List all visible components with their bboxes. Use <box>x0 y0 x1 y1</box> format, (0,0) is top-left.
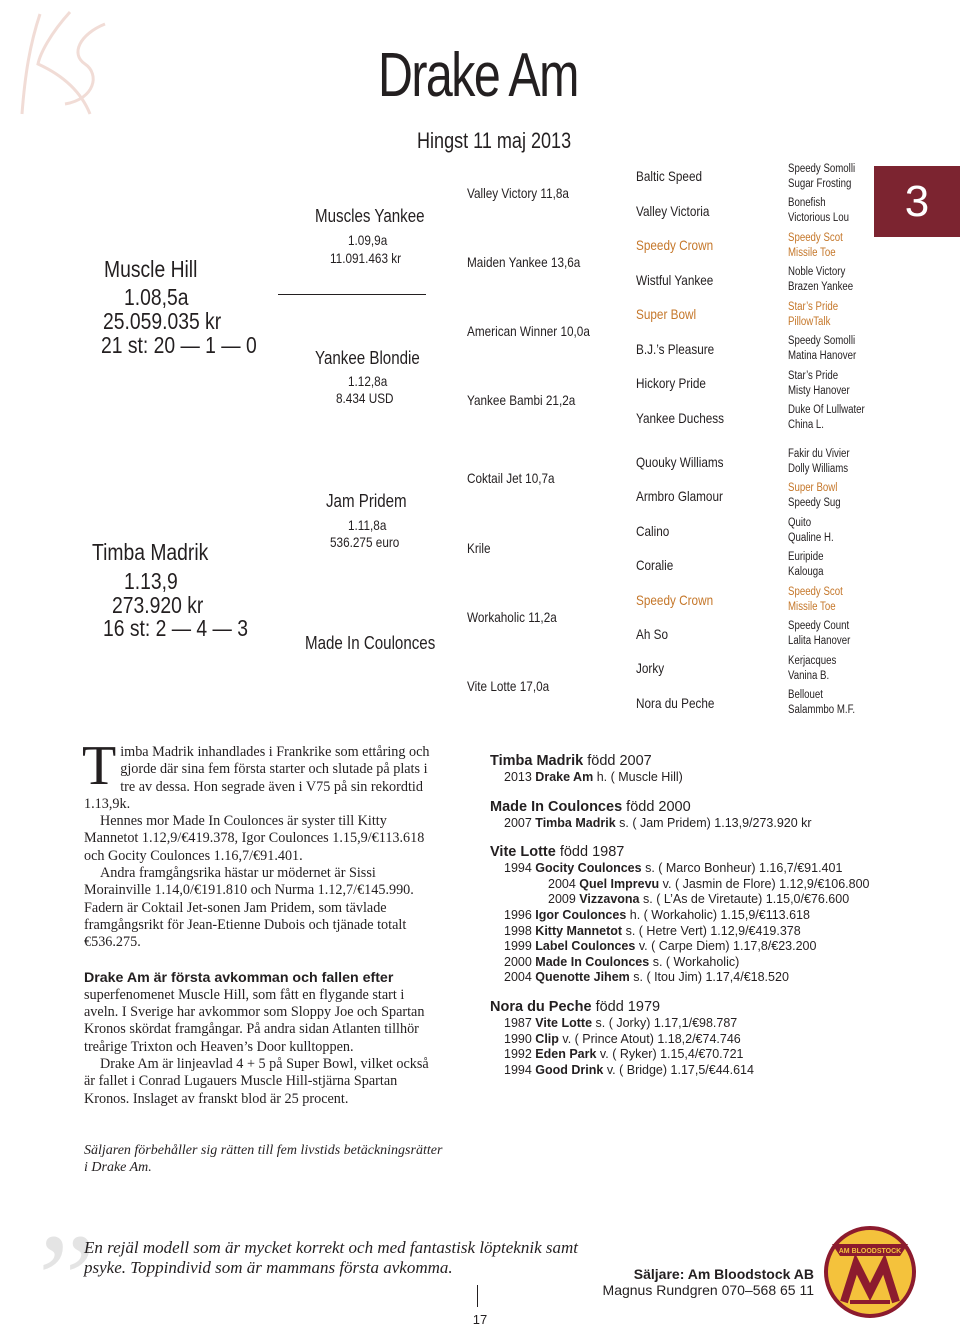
offspring-row <box>490 770 910 786</box>
seller-info <box>588 1266 814 1298</box>
offspring-year: 1996 <box>504 907 532 922</box>
dam-gen4-item: Coralie <box>636 557 674 573</box>
offspring-year: 2000 <box>504 954 532 969</box>
offspring-year: 1992 <box>504 1047 532 1062</box>
offspring-name: Quel Imprevu <box>579 876 660 891</box>
sire-gen5-item: Missile Toe <box>788 247 836 259</box>
family-heading <box>490 843 910 861</box>
offspring-year: 2004 <box>504 970 532 985</box>
offspring-row <box>490 816 910 832</box>
family-heading <box>490 798 910 816</box>
offspring-year: 2007 <box>504 815 532 830</box>
offspring-details: h. ( Workaholic) 1.15,9/€113.618 <box>629 907 810 922</box>
article-paragraph: Andra framgångsrika hästar ur mödernet är Sissi Morainville 1.14,0/€191.810 och Nurma 1.12,7/€145.990. <box>84 865 414 899</box>
offspring-row <box>490 970 910 986</box>
dam-gen4-item: Ah So <box>636 626 669 642</box>
offspring-year: 2004 <box>548 876 576 891</box>
monogram-watermark <box>10 4 120 124</box>
article-paragraph: Drake Am är linjeavlad 4 + 5 på Super Bowl, vilket också är fallet i Conrad Lugauers Muscle Hill-stjärna Spartan Kronos. Inslaget av franskt blod är 25 procent. <box>84 1056 429 1107</box>
family-mare-name: Nora du Peche <box>490 998 592 1015</box>
seller-contact: Magnus Rundgren 070–568 65 11 <box>602 1282 814 1298</box>
sire-sire-name: Muscles Yankee <box>315 206 425 226</box>
offspring-details: s. ( Itou Jim) 1.17,4/€18.520 <box>633 970 789 985</box>
dam-gen5-item: Qualine H. <box>788 532 834 544</box>
dam-gen3-item: Coktail Jet 10,7a <box>467 470 555 486</box>
sire-sire-record: 1.09,9a <box>348 232 388 248</box>
sire-gen5-item: Star’s Pride <box>788 301 839 313</box>
offspring-name: Label Coulonces <box>535 939 636 954</box>
offspring-row <box>490 892 910 908</box>
sire-gen5-item: Misty Hanover <box>788 385 850 397</box>
family-mare-born: född 1979 <box>595 998 661 1015</box>
article-paragraph: Hennes mor Made In Coulonces är syster till Kitty Mannetot 1.12,9/€419.378, Igor Coulonces 1.15,9/€113.618 och Gocity Coulonces 1.16,7/€91.401. <box>84 813 425 864</box>
sire-gen3-item: American Winner 10,0a <box>467 323 590 339</box>
offspring-row <box>490 955 910 971</box>
dam-gen4-item: Armbro Glamour <box>636 488 723 504</box>
article-paragraph <box>82 735 434 813</box>
offspring-year: 1994 <box>504 861 532 876</box>
sire-gen5-item: China L. <box>788 419 824 431</box>
article-paragraph <box>84 970 434 1056</box>
offspring-year: 1987 <box>504 1015 532 1030</box>
family-mare-born: född 2000 <box>626 798 691 815</box>
dam-gen3-item: Workaholic 11,2a <box>467 609 557 625</box>
dam-gen5-item: Kalouga <box>788 566 824 578</box>
offspring-year: 1998 <box>504 923 532 938</box>
dam-gen4-item: Jorky <box>636 660 665 676</box>
sire-dam-name: Yankee Blondie <box>315 348 420 368</box>
dam-gen5-item: Speedy Sug <box>788 497 841 509</box>
dam-gen4-item: Calino <box>636 523 670 539</box>
sire-gen5-item: Duke Of Lullwater <box>788 404 865 416</box>
dam-gen5-item: Speedy Scot <box>788 586 843 598</box>
offspring-details: v. ( Prince Atout) 1.18,2/€74.746 <box>562 1031 741 1046</box>
dam-gen4-item: Quouky Williams <box>636 454 724 470</box>
dam-gen5-item: Vanina B. <box>788 670 830 682</box>
dam-dam-name: Made In Coulonces <box>305 633 436 653</box>
family-mare-name: Timba Madrik <box>490 753 584 769</box>
sire-sire-earnings: 11.091.463 kr <box>330 250 402 266</box>
dam-gen5-item: Fakir du Vivier <box>788 448 850 460</box>
offspring-row <box>490 1047 910 1063</box>
sire-starts: 21 st: 20 — 1 — 0 <box>101 332 257 358</box>
sire-gen5-item: Star’s Pride <box>788 370 839 382</box>
offspring-name: Clip <box>535 1031 559 1046</box>
offspring-name: Made In Coulonces <box>535 954 650 969</box>
offspring-row <box>490 1016 910 1032</box>
offspring-name: Kitty Mannetot <box>535 923 623 938</box>
offspring-name: Vite Lotte <box>535 1015 593 1030</box>
offspring-name: Igor Coulonces <box>535 907 627 922</box>
offspring-details: s. ( Workaholic) <box>652 954 740 969</box>
offspring-row <box>490 1063 910 1079</box>
offspring-row <box>490 877 910 893</box>
sire-gen5-item: Speedy Scot <box>788 232 843 244</box>
offspring-details: v. ( Ryker) 1.15,4/€70.721 <box>599 1047 744 1062</box>
offspring-name: Gocity Coulonces <box>535 861 642 876</box>
seller-label: Säljare: Am Bloodstock AB <box>633 1266 814 1282</box>
dam-earnings: 273.920 kr <box>112 592 204 618</box>
footnote: Säljaren förbehåller sig rätten till fem livstids betäckningsrätter i Drake Am. <box>84 1143 443 1175</box>
dam-gen5-item: Super Bowl <box>788 482 838 494</box>
offspring-row <box>490 1032 910 1048</box>
dam-gen3-item: Vite Lotte 17,0a <box>467 678 550 694</box>
sire-gen5-item: Bonefish <box>788 197 826 209</box>
dam-gen4-item: Nora du Peche <box>636 695 715 711</box>
article-body <box>82 735 434 1108</box>
offspring-year: 1999 <box>504 939 532 954</box>
family-mare-name: Vite Lotte <box>490 844 556 861</box>
family-list <box>490 752 910 1078</box>
horse-title: Drake Am <box>378 41 578 110</box>
dam-gen5-item: Lalita Hanover <box>788 635 851 647</box>
page-number: 17 <box>472 1312 488 1327</box>
offspring-year: 1990 <box>504 1031 532 1046</box>
horse-subtitle: Hingst 11 maj 2013 <box>417 128 572 153</box>
article-text: imba Madrik inhandlades i Frankrike som ettåring och gjorde där sina fem första starter och slutade på plats i tre av dessa. Hon segrade även i V75 på sin rekordtid 1.13,9k. <box>84 744 430 812</box>
sire-gen5-item: Brazen Yankee <box>788 281 854 293</box>
dam-record: 1.13,9 <box>124 568 178 594</box>
sire-gen4-item: B.J.’s Pleasure <box>636 341 715 357</box>
article-paragraph: Fadern är Coktail Jet-sonen Jam Pridem, som tävlade framgångsrikt för Jean-Etienne Dubois och tjänade totalt €536.275. <box>84 899 407 951</box>
offspring-year: 1994 <box>504 1062 532 1077</box>
article-bold-lead: Drake Am är första avkomman och fallen efter <box>84 969 394 986</box>
family-heading <box>490 752 910 770</box>
dam-gen5-item: Bellouet <box>788 689 823 701</box>
dropcap-letter: T <box>82 735 117 797</box>
dam-sire-name: Jam Pridem <box>326 491 407 511</box>
offspring-name: Good Drink <box>535 1062 604 1077</box>
offspring-year: 2009 <box>548 892 576 907</box>
sire-dam-record: 1.12,8a <box>348 373 388 389</box>
family-mare-name: Made In Coulonces <box>490 798 623 815</box>
sire-gen5-item: Noble Victory <box>788 266 846 278</box>
dam-gen5-item: Euripide <box>788 551 824 563</box>
offspring-name: Quenotte Jihem <box>535 970 630 985</box>
lot-number-tab: 3 <box>874 166 960 237</box>
offspring-row <box>490 908 910 924</box>
sire-gen4-item: Speedy Crown <box>636 237 714 253</box>
family-mare-born: född 1987 <box>559 844 625 861</box>
offspring-details: v. ( Jasmin de Flore) 1.12,9/€106.800 <box>662 876 870 891</box>
family-mare-born: född 2007 <box>587 753 652 769</box>
sire-gen5-item: Sugar Frosting <box>788 178 852 190</box>
offspring-details: h. ( Muscle Hill) <box>596 770 683 784</box>
sire-gen4-item: Super Bowl <box>636 306 697 322</box>
offspring-details: v. ( Bridge) 1.17,5/€44.614 <box>606 1062 754 1077</box>
offspring-name: Eden Park <box>535 1047 597 1062</box>
offspring-name: Vizzavona <box>579 892 640 907</box>
offspring-year: 2013 <box>504 770 532 784</box>
dam-gen4-item: Speedy Crown <box>636 592 714 608</box>
sire-gen4-item: Hickory Pride <box>636 375 706 391</box>
sire-record: 1.08,5a <box>124 284 189 310</box>
sire-gen3-item: Valley Victory 11,8a <box>467 185 569 201</box>
am-bloodstock-logo <box>820 1222 920 1320</box>
offspring-row <box>490 924 910 940</box>
sire-gen5-item: Speedy Somolli <box>788 335 856 347</box>
offspring-row <box>490 861 910 877</box>
sire-gen5-item: PillowTalk <box>788 316 831 328</box>
sire-gen4-item: Baltic Speed <box>636 168 703 184</box>
offspring-details: s. ( L’As de Viretaute) 1.15,0/€76.600 <box>643 892 850 907</box>
dam-gen5-item: Kerjacques <box>788 655 837 667</box>
sire-dam-earnings: 8.434 USD <box>336 390 394 406</box>
sire-gen3-item: Yankee Bambi 21,2a <box>467 392 576 408</box>
dam-gen5-item: Quito <box>788 517 812 529</box>
sire-gen4-item: Yankee Duchess <box>636 410 725 426</box>
sire-gen5-item: Speedy Somolli <box>788 163 856 175</box>
offspring-name: Timba Madrik <box>535 815 616 830</box>
offspring-details: s. ( Jam Pridem) 1.13,9/273.920 kr <box>619 815 812 830</box>
sire-gen5-item: Matina Hanover <box>788 350 857 362</box>
dam-gen5-item: Speedy Count <box>788 620 850 632</box>
dam-gen3-item: Krile <box>467 540 491 556</box>
dam-sire-record: 1.11,8a <box>348 517 387 533</box>
offspring-details: s. ( Marco Bonheur) 1.16,7/€91.401 <box>645 861 843 876</box>
dam-gen5-item: Dolly Williams <box>788 463 849 475</box>
sire-gen5-item: Victorious Lou <box>788 212 850 224</box>
dam-starts: 16 st: 2 — 4 — 3 <box>103 615 248 641</box>
offspring-row <box>490 939 910 955</box>
dam-sire-earnings: 536.275 euro <box>330 534 400 550</box>
offspring-details: s. ( Jorky) 1.17,1/€98.787 <box>595 1015 738 1030</box>
sire-gen4-item: Valley Victoria <box>636 203 710 219</box>
offspring-details: s. ( Hetre Vert) 1.12,9/€419.378 <box>625 923 801 938</box>
family-heading <box>490 998 910 1016</box>
article-text: superfenomenet Muscle Hill, som fått en flygande start i aveln. I Sverige har avkommor som Sloppy Joe och Spartan Kronos skördat framgångar. På andra sidan Atlanten tillhör treårige Trixton och Heaven’s Door kulltoppen. <box>84 986 425 1055</box>
dam-gen5-item: Missile Toe <box>788 601 836 613</box>
offspring-name: Drake Am <box>535 770 594 784</box>
sire-gen3-item: Maiden Yankee 13,6a <box>467 254 581 270</box>
divider-line <box>477 1285 478 1307</box>
sire-earnings: 25.059.035 kr <box>103 308 222 334</box>
sire-name: Muscle Hill <box>104 256 198 282</box>
dam-gen5-item: Salammbo M.F. <box>788 704 856 716</box>
dam-name: Timba Madrik <box>92 539 209 565</box>
logo-text: AM BLOODSTOCK <box>838 1248 902 1255</box>
pull-quote: En rejäl modell som är mycket korrekt och med fantastisk löpteknik samt psyke. Toppindivid som är mammans första avkomma. <box>84 1238 578 1277</box>
divider-line <box>278 294 426 295</box>
offspring-details: v. ( Carpe Diem) 1.17,8/€23.200 <box>638 939 817 954</box>
quote-mark-icon: ” <box>38 1208 96 1331</box>
sire-gen4-item: Wistful Yankee <box>636 272 714 288</box>
